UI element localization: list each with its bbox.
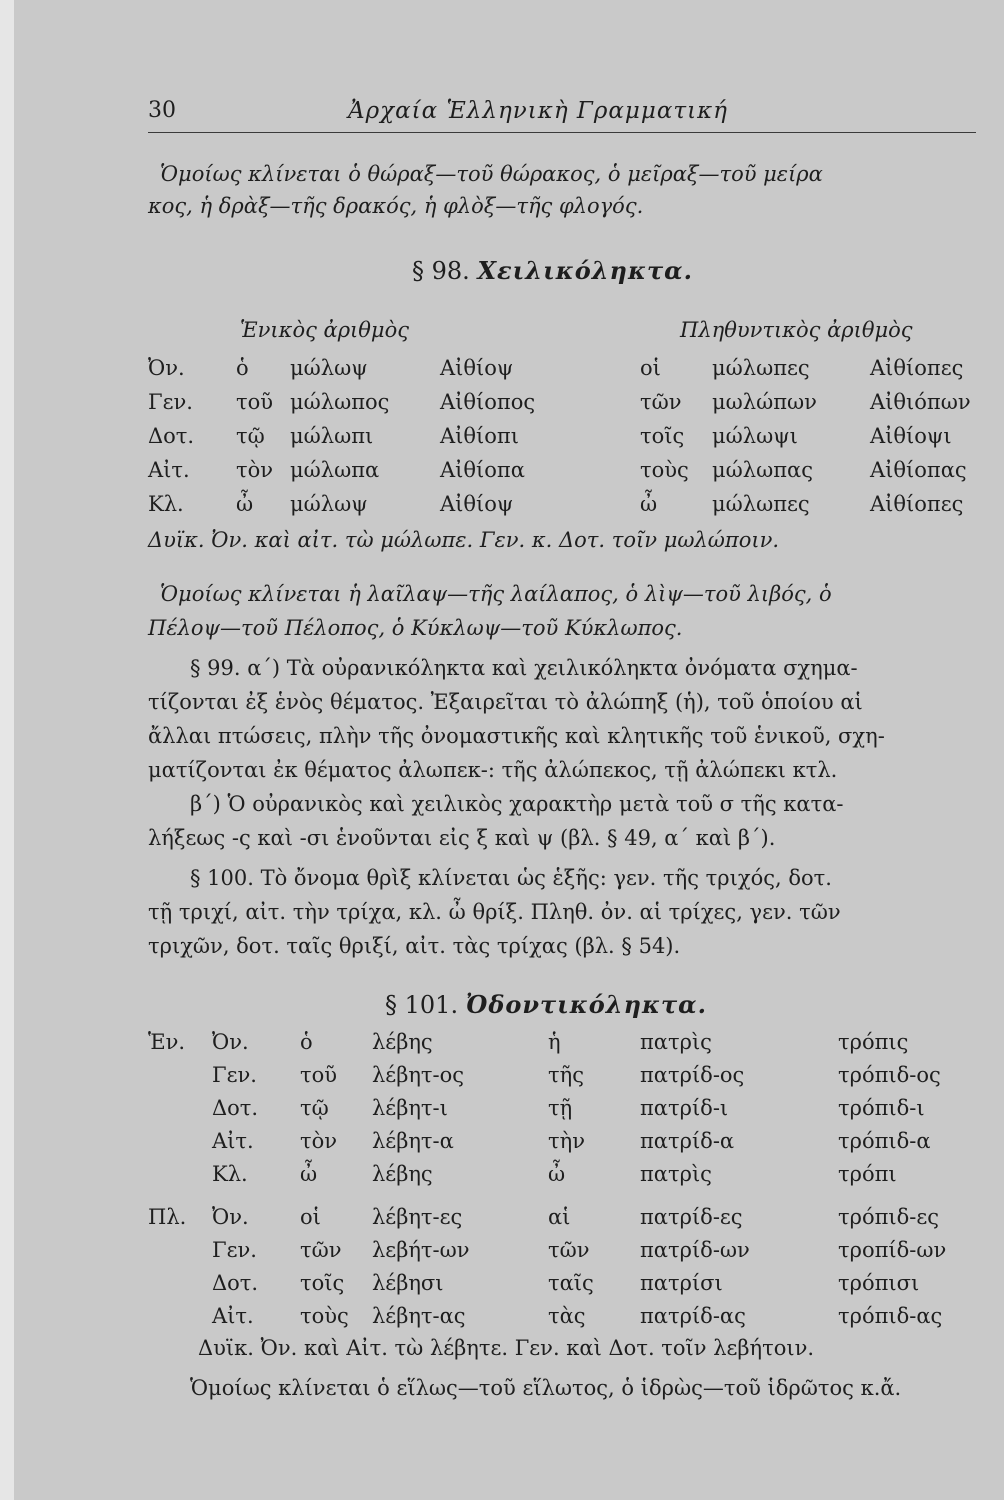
article: ἡ [548,1030,561,1054]
article: τῷ [236,424,265,448]
section-98-heading [412,256,693,285]
paragraph-line: κος, ἡ δρὰξ—τῆς δρακός, ἡ φλὸξ—τῆς φλογός. [148,194,644,218]
noun-form: Αἰθίοπες [870,492,964,516]
case-label: Ὀν. [148,356,185,380]
noun-form: μώλωψ [290,492,368,516]
paragraph-line: Ὁμοίως κλίνεται ὁ θώραξ—τοῦ θώρακος, ὁ μεῖραξ—τοῦ μείρα [160,162,823,186]
noun-form: πατρίδ-ι [640,1096,729,1120]
noun-form: τρόπι [838,1162,897,1186]
noun-form: λέβητ-α [372,1129,454,1153]
article: τὸν [300,1129,338,1153]
section-99-line: β΄) Ὁ οὐρανικὸς καὶ χειλικὸς χαρακτὴρ μετὰ τοῦ σ τῆς κατα- [190,792,844,816]
article: τοὺς [300,1304,349,1328]
case-label: Γεν. [212,1238,257,1262]
number-label-singular: Ἑν. [148,1030,186,1054]
noun-form: μώλωπος [290,390,390,414]
noun-form: τρόπιδ-ας [838,1304,943,1328]
noun-form: πατρίδ-ων [640,1238,750,1262]
article: τῆς [548,1063,584,1087]
case-label: Αἰτ. [212,1304,254,1328]
noun-form: Αἰθιόπων [870,390,971,414]
article: ὦ [300,1162,318,1186]
number-label-plural: Πλ. [148,1205,187,1229]
article: ὁ [300,1030,313,1054]
noun-form: πατρίδ-ες [640,1205,743,1229]
noun-form: Αἰθίοπος [440,390,536,414]
case-label: Ὀν. [212,1205,249,1229]
section-number: § 98. [412,257,470,285]
noun-form: τρόπισι [838,1271,920,1295]
noun-form: λέβησι [372,1271,444,1295]
noun-form: μώλωπι [290,424,374,448]
noun-form: μώλωπας [712,458,813,482]
article: τῶν [640,390,682,414]
running-title: Ἀρχαία Ἑλληνικὴ Γραμματική [348,98,728,124]
section-99-line: ἄλλαι πτώσεις, πλὴν τῆς ὀνομαστικῆς καὶ κλητικῆς τοῦ ἑνικοῦ, σχη- [148,724,885,748]
case-label: Αἰτ. [148,458,190,482]
noun-form: τροπίδ-ων [838,1238,947,1262]
section-100-line: τῇ τριχί, αἰτ. τὴν τρίχα, κλ. ὦ θρίξ. Πληθ. ὀν. αἱ τρίχες, γεν. τῶν [148,900,841,924]
article: τοῖς [640,424,685,448]
noun-form: λεβήτ-ων [372,1238,470,1262]
noun-form: μώλωπες [712,356,810,380]
article: ὦ [640,492,658,516]
article: οἱ [300,1205,321,1229]
dual-line: Δυϊκ. Ὀν. καὶ Αἰτ. τὼ λέβητε. Γεν. καὶ Δοτ. τοῖν λεβήτοιν. [198,1336,815,1360]
noun-form: Αἰθίοψι [870,424,952,448]
paragraph-line: Ὁμοίως κλίνεται ὁ εἵλως—τοῦ εἵλωτος, ὁ ἱδρὼς—τοῦ ἱδρῶτος κ.ἄ. [190,1376,902,1400]
noun-form: μώλωψ [290,356,368,380]
article: τῇ [548,1096,573,1120]
case-label: Γεν. [148,390,193,414]
case-label: Ὀν. [212,1030,249,1054]
paragraph-line: Ὁμοίως κλίνεται ἡ λαῖλαψ—τῆς λαίλαπος, ὁ λὶψ—τοῦ λιβός, ὁ [160,582,832,606]
section-99-line: ματίζονται ἐκ θέματος ἀλωπεκ-: τῆς ἀλώπεκος, τῇ ἀλώπεκι κτλ. [148,758,838,782]
plural-label: Πληθυντικὸς ἀριθμὸς [680,318,913,342]
noun-form: μώλωπες [712,492,810,516]
section-number: § 101. [385,991,459,1019]
article: τοῖς [300,1271,345,1295]
article: ταῖς [548,1271,594,1295]
noun-form: λέβης [372,1030,433,1054]
article: ὁ [236,356,249,380]
noun-form: πατρὶς [640,1030,712,1054]
noun-form: πατρὶς [640,1162,712,1186]
article: τοῦ [236,390,274,414]
article: αἱ [548,1205,571,1229]
section-101-heading [385,990,707,1019]
noun-form: λέβητ-ος [372,1063,465,1087]
article: οἱ [640,356,661,380]
page-number: 30 [148,98,176,123]
paragraph-line: Πέλοψ—τοῦ Πέλοπος, ὁ Κύκλωψ—τοῦ Κύκλωπος. [148,616,683,640]
noun-form: τρόπιδ-ες [838,1205,940,1229]
section-title: Ὀδοντικόληκτα. [465,990,707,1019]
case-label: Δοτ. [212,1096,259,1120]
article: ὦ [236,492,254,516]
noun-form: λέβητ-ι [372,1096,448,1120]
dual-line: Δυϊκ. Ὀν. καὶ αἰτ. τὼ μώλωπε. Γεν. κ. Δοτ. τοῖν μωλώποιν. [148,528,780,552]
article: τὴν [548,1129,585,1153]
case-label: Κλ. [148,492,184,516]
case-label: Κλ. [212,1162,248,1186]
noun-form: Αἰθίοψ [440,356,514,380]
noun-form: πατρίσι [640,1271,723,1295]
case-label: Γεν. [212,1063,257,1087]
article: τῶν [300,1238,342,1262]
section-99-line: § 99. α΄) Τὰ οὐρανικόληκτα καὶ χειλικόληκτα ὀνόματα σχημα- [190,656,858,680]
article: τὸν [236,458,274,482]
section-99-line: λήξεως -ς καὶ -σι ἑνοῦνται εἰς ξ καὶ ψ (βλ. § 49, α΄ καὶ β΄). [148,826,776,850]
noun-form: μώλωπα [290,458,380,482]
noun-form: μωλώπων [712,390,817,414]
noun-form: Αἰθίοψ [440,492,514,516]
noun-form: Αἰθίοπα [440,458,525,482]
noun-form: λέβης [372,1162,433,1186]
section-100-line: τριχῶν, δοτ. ταῖς θριξί, αἰτ. τὰς τρίχας (βλ. § 54). [148,934,681,958]
article: τῶν [548,1238,590,1262]
header-rule [148,132,976,133]
singular-label: Ἑνικὸς ἀριθμὸς [240,318,409,342]
article: ὦ [548,1162,566,1186]
article: τοῦ [300,1063,338,1087]
noun-form: λέβητ-ας [372,1304,466,1328]
noun-form: Αἰθίοπι [440,424,519,448]
section-99-line: τίζονται ἐξ ἑνὸς θέματος. Ἐξαιρεῖται τὸ ἀλώπηξ (ἡ), τοῦ ὁποίου αἱ [148,690,863,714]
case-label: Δοτ. [148,424,195,448]
article: τοὺς [640,458,689,482]
case-label: Αἰτ. [212,1129,254,1153]
article: τὰς [548,1304,586,1328]
article: τῷ [300,1096,329,1120]
noun-form: τρόπις [838,1030,909,1054]
section-title: Χειλικόληκτα. [477,256,693,285]
noun-form: πατρίδ-ος [640,1063,745,1087]
case-label: Δοτ. [212,1271,259,1295]
noun-form: Αἰθίοπες [870,356,964,380]
noun-form: τρόπιδ-α [838,1129,931,1153]
section-100-line: § 100. Τὸ ὄνομα θρὶξ κλίνεται ὡς ἑξῆς: γεν. τῆς τριχός, δοτ. [190,866,832,890]
noun-form: τρόπιδ-ος [838,1063,941,1087]
noun-form: λέβητ-ες [372,1205,463,1229]
noun-form: τρόπιδ-ι [838,1096,925,1120]
noun-form: μώλωψι [712,424,798,448]
noun-form: Αἰθίοπας [870,458,967,482]
page-left-edge [0,0,14,1500]
noun-form: πατρίδ-α [640,1129,735,1153]
noun-form: πατρίδ-ας [640,1304,746,1328]
